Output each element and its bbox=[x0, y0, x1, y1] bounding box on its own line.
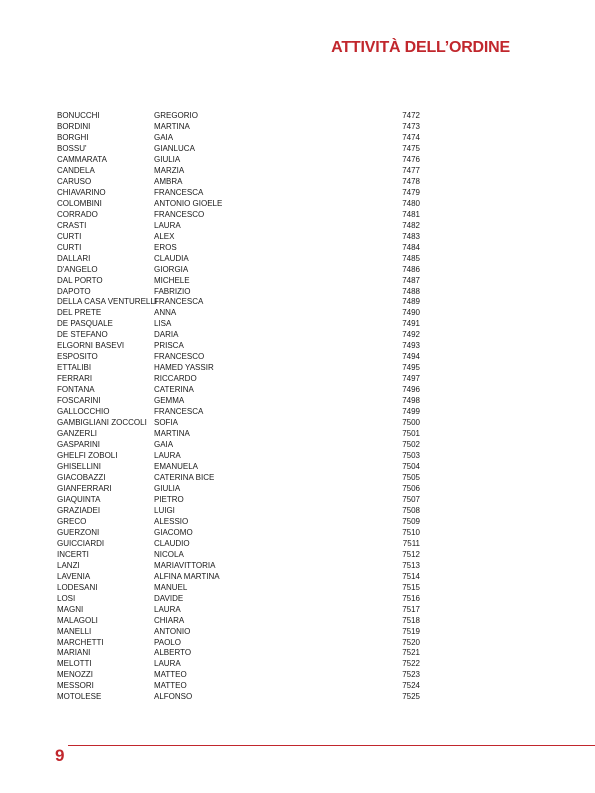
name-cell: RICCARDO bbox=[154, 374, 197, 384]
register-row bbox=[57, 297, 420, 308]
number-cell: 7508 bbox=[402, 505, 420, 515]
number-cell: 7513 bbox=[402, 560, 420, 570]
name-cell: MARTINA bbox=[154, 429, 190, 439]
name-cell: ANTONIO GIOELE bbox=[154, 198, 223, 208]
number-cell: 7517 bbox=[402, 604, 420, 614]
name-cell: ALEX bbox=[154, 231, 175, 241]
name-cell: AMBRA bbox=[154, 176, 183, 186]
surname-cell: DALLARI bbox=[57, 253, 91, 263]
number-cell: 7472 bbox=[402, 111, 420, 120]
register-row bbox=[57, 232, 420, 243]
number-cell: 7499 bbox=[402, 407, 420, 417]
name-cell: GIACOMO bbox=[154, 527, 193, 537]
surname-cell: CURTI bbox=[57, 242, 82, 252]
surname-cell: ELGORNI BASEVI bbox=[57, 341, 125, 351]
name-cell: CHIARA bbox=[154, 615, 185, 625]
number-cell: 7514 bbox=[402, 571, 420, 581]
name-cell: FRANCESCA bbox=[154, 297, 204, 307]
page-number: 9 bbox=[55, 746, 65, 765]
surname-cell: MANELLI bbox=[57, 626, 92, 636]
surname-cell: GASPARINI bbox=[57, 440, 100, 450]
surname-cell: GIACOBAZZI bbox=[57, 472, 106, 482]
surname-cell: D'ANGELO bbox=[57, 264, 98, 274]
name-cell: PRISCA bbox=[154, 341, 184, 351]
register-row bbox=[57, 506, 420, 517]
name-cell: GIULIA bbox=[154, 154, 181, 164]
name-cell: FRANCESCO bbox=[154, 352, 205, 362]
surname-cell: CORRADO bbox=[57, 209, 98, 219]
number-cell: 7476 bbox=[402, 154, 420, 164]
surname-cell: MAGNI bbox=[57, 604, 84, 614]
name-cell: GAIA bbox=[154, 440, 174, 450]
name-cell: CATERINA BICE bbox=[154, 472, 215, 482]
register-row bbox=[57, 681, 420, 692]
number-cell: 7475 bbox=[402, 143, 420, 153]
number-cell: 7516 bbox=[402, 593, 420, 603]
surname-cell: GRECO bbox=[57, 516, 87, 526]
register-row bbox=[57, 484, 420, 495]
surname-cell: GIANFERRARI bbox=[57, 483, 112, 493]
number-cell: 7520 bbox=[402, 637, 420, 647]
name-cell: ALFINA MARTINA bbox=[154, 571, 220, 581]
number-cell: 7523 bbox=[402, 670, 420, 680]
register-row bbox=[57, 407, 420, 418]
surname-cell: INCERTI bbox=[57, 549, 89, 559]
number-cell: 7502 bbox=[402, 440, 420, 450]
surname-cell: DE STEFANO bbox=[57, 330, 108, 340]
surname-cell: LODESANI bbox=[57, 582, 98, 592]
register-row bbox=[57, 440, 420, 451]
surname-cell: LANZI bbox=[57, 560, 80, 570]
register-row bbox=[57, 473, 420, 484]
surname-cell: FONTANA bbox=[57, 385, 95, 395]
surname-cell: FERRARI bbox=[57, 374, 93, 384]
register-row bbox=[57, 166, 420, 177]
register-row bbox=[57, 265, 420, 276]
register-row bbox=[57, 254, 420, 265]
number-cell: 7519 bbox=[402, 626, 420, 636]
surname-cell: ESPOSITO bbox=[57, 352, 98, 362]
number-cell: 7482 bbox=[402, 220, 420, 230]
surname-cell: LAVENIA bbox=[57, 571, 91, 581]
surname-cell: GHISELLINI bbox=[57, 462, 102, 471]
register-row bbox=[57, 495, 420, 506]
register-row bbox=[57, 177, 420, 188]
register-row bbox=[57, 243, 420, 254]
surname-cell: GIAQUINTA bbox=[57, 494, 101, 504]
number-cell: 7525 bbox=[402, 692, 420, 702]
name-cell: CLAUDIA bbox=[154, 253, 189, 263]
register-row bbox=[57, 659, 420, 670]
register-row bbox=[57, 550, 420, 561]
register-row bbox=[57, 352, 420, 363]
number-cell: 7487 bbox=[402, 275, 420, 285]
number-cell: 7486 bbox=[402, 264, 420, 274]
register-row bbox=[57, 374, 420, 385]
number-cell: 7496 bbox=[402, 385, 420, 395]
number-cell: 7488 bbox=[402, 286, 420, 296]
register-row bbox=[57, 539, 420, 550]
register-row bbox=[57, 451, 420, 462]
number-cell: 7518 bbox=[402, 615, 420, 625]
name-cell: ALBERTO bbox=[154, 648, 192, 658]
register-row bbox=[57, 605, 420, 616]
name-cell: ANNA bbox=[154, 308, 177, 318]
number-cell: 7485 bbox=[402, 253, 420, 263]
register-row bbox=[57, 594, 420, 605]
surname-cell: CHIAVARINO bbox=[57, 187, 106, 197]
footer-divider bbox=[68, 745, 595, 746]
number-cell: 7503 bbox=[402, 451, 420, 461]
number-cell: 7509 bbox=[402, 516, 420, 526]
name-cell: LUIGI bbox=[154, 505, 175, 515]
name-cell: LAURA bbox=[154, 659, 181, 669]
name-cell: EMANUELA bbox=[154, 462, 199, 471]
surname-cell: GAMBIGLIANI ZOCCOLI bbox=[57, 418, 147, 428]
register-row bbox=[57, 308, 420, 319]
number-cell: 7521 bbox=[402, 648, 420, 658]
number-cell: 7493 bbox=[402, 341, 420, 351]
number-cell: 7480 bbox=[402, 198, 420, 208]
name-cell: MANUEL bbox=[154, 582, 188, 592]
surname-cell: CANDELA bbox=[57, 165, 95, 175]
register-row bbox=[57, 396, 420, 407]
name-cell: FABRIZIO bbox=[154, 286, 191, 296]
register-row bbox=[57, 528, 420, 539]
surname-cell: CAMMARATA bbox=[57, 154, 107, 164]
surname-cell: DEL PRETE bbox=[57, 308, 102, 318]
name-cell: CLAUDIO bbox=[154, 538, 190, 548]
name-cell: FRANCESCA bbox=[154, 407, 204, 417]
name-cell: ALFONSO bbox=[154, 692, 193, 702]
name-cell: FRANCESCA bbox=[154, 187, 204, 197]
surname-cell: FOSCARINI bbox=[57, 396, 101, 406]
register-row bbox=[57, 517, 420, 528]
name-cell: MICHELE bbox=[154, 275, 190, 285]
register-row bbox=[57, 462, 420, 473]
name-cell: GIORGIA bbox=[154, 264, 189, 274]
number-cell: 7510 bbox=[402, 527, 420, 537]
number-cell: 7500 bbox=[402, 418, 420, 428]
register-row bbox=[57, 287, 420, 298]
surname-cell: MARCHETTI bbox=[57, 637, 104, 647]
register-row bbox=[57, 341, 420, 352]
number-cell: 7479 bbox=[402, 187, 420, 197]
register-row bbox=[57, 627, 420, 638]
register-row bbox=[57, 122, 420, 133]
name-cell: GIANLUCA bbox=[154, 143, 195, 153]
surname-cell: MENOZZI bbox=[57, 670, 93, 680]
surname-cell: CURTI bbox=[57, 231, 82, 241]
number-cell: 7474 bbox=[402, 132, 420, 142]
name-cell: MARIAVITTORIA bbox=[154, 560, 216, 570]
surname-cell: MALAGOLI bbox=[57, 615, 98, 625]
surname-cell: GALLOCCHIO bbox=[57, 407, 110, 417]
number-cell: 7515 bbox=[402, 582, 420, 592]
surname-cell: MARIANI bbox=[57, 648, 91, 658]
register-row bbox=[57, 385, 420, 396]
register-row bbox=[57, 210, 420, 221]
register-row bbox=[57, 561, 420, 572]
register-row bbox=[57, 111, 420, 122]
name-cell: GIULIA bbox=[154, 483, 181, 493]
register-row bbox=[57, 330, 420, 341]
register-list bbox=[57, 111, 420, 703]
surname-cell: GANZERLI bbox=[57, 429, 98, 439]
surname-cell: DAPOTO bbox=[57, 286, 91, 296]
number-cell: 7491 bbox=[402, 319, 420, 329]
register-row bbox=[57, 583, 420, 594]
number-cell: 7489 bbox=[402, 297, 420, 307]
register-row bbox=[57, 155, 420, 166]
number-cell: 7492 bbox=[402, 330, 420, 340]
register-row bbox=[57, 133, 420, 144]
number-cell: 7524 bbox=[402, 681, 420, 691]
register-row bbox=[57, 363, 420, 374]
name-cell: PIETRO bbox=[154, 494, 184, 504]
register-row bbox=[57, 221, 420, 232]
register-row bbox=[57, 572, 420, 583]
name-cell: GREGORIO bbox=[154, 111, 199, 120]
name-cell: DAVIDE bbox=[154, 593, 184, 603]
surname-cell: GUICCIARDI bbox=[57, 538, 105, 548]
register-row bbox=[57, 418, 420, 429]
surname-cell: DE PASQUALE bbox=[57, 319, 113, 329]
register-row bbox=[57, 638, 420, 649]
register-row bbox=[57, 199, 420, 210]
number-cell: 7477 bbox=[402, 165, 420, 175]
number-cell: 7506 bbox=[402, 483, 420, 493]
surname-cell: GUERZONI bbox=[57, 527, 100, 537]
name-cell: GAIA bbox=[154, 132, 174, 142]
number-cell: 7483 bbox=[402, 231, 420, 241]
surname-cell: CARUSO bbox=[57, 176, 92, 186]
surname-cell: MOTOLESE bbox=[57, 692, 102, 702]
surname-cell: BORDINI bbox=[57, 121, 91, 131]
name-cell: MARZIA bbox=[154, 165, 185, 175]
number-cell: 7478 bbox=[402, 176, 420, 186]
register-row bbox=[57, 144, 420, 155]
name-cell: PAOLO bbox=[154, 637, 181, 647]
page-title: ATTIVITÀ DELL’ORDINE bbox=[331, 39, 510, 56]
surname-cell: CRASTI bbox=[57, 220, 87, 230]
surname-cell: ETTALIBI bbox=[57, 363, 92, 373]
surname-cell: GRAZIADEI bbox=[57, 505, 101, 515]
number-cell: 7490 bbox=[402, 308, 420, 318]
surname-cell: DELLA CASA VENTURELLI bbox=[57, 297, 158, 307]
surname-cell: BORGHI bbox=[57, 132, 89, 142]
number-cell: 7512 bbox=[402, 549, 420, 559]
number-cell: 7484 bbox=[402, 242, 420, 252]
name-cell: DARIA bbox=[154, 330, 179, 340]
surname-cell: BONUCCHI bbox=[57, 111, 100, 120]
register-row bbox=[57, 188, 420, 199]
number-cell: 7505 bbox=[402, 472, 420, 482]
register-row bbox=[57, 648, 420, 659]
surname-cell: GHELFI ZOBOLI bbox=[57, 451, 118, 461]
name-cell: ALESSIO bbox=[154, 516, 189, 526]
surname-cell: COLOMBINI bbox=[57, 198, 102, 208]
name-cell: FRANCESCO bbox=[154, 209, 205, 219]
register-row bbox=[57, 692, 420, 703]
name-cell: NICOLA bbox=[154, 549, 184, 559]
name-cell: ANTONIO bbox=[154, 626, 191, 636]
name-cell: LAURA bbox=[154, 604, 181, 614]
name-cell: MATTEO bbox=[154, 681, 187, 691]
register-row bbox=[57, 319, 420, 330]
name-cell: HAMED YASSIR bbox=[154, 363, 214, 373]
name-cell: GEMMA bbox=[154, 396, 185, 406]
register-row bbox=[57, 670, 420, 681]
register-row bbox=[57, 276, 420, 287]
name-cell: LISA bbox=[154, 319, 172, 329]
name-cell: EROS bbox=[154, 242, 177, 252]
surname-cell: MESSORI bbox=[57, 681, 94, 691]
name-cell: CATERINA bbox=[154, 385, 194, 395]
number-cell: 7507 bbox=[402, 494, 420, 504]
name-cell: LAURA bbox=[154, 451, 181, 461]
register-row bbox=[57, 616, 420, 627]
number-cell: 7495 bbox=[402, 363, 420, 373]
number-cell: 7501 bbox=[402, 429, 420, 439]
number-cell: 7494 bbox=[402, 352, 420, 362]
number-cell: 7511 bbox=[402, 538, 420, 548]
name-cell: MATTEO bbox=[154, 670, 187, 680]
number-cell: 7522 bbox=[402, 659, 420, 669]
number-cell: 7497 bbox=[402, 374, 420, 384]
number-cell: 7473 bbox=[402, 121, 420, 131]
surname-cell: DAL PORTO bbox=[57, 275, 103, 285]
surname-cell: BOSSU' bbox=[57, 143, 87, 153]
surname-cell: LOSI bbox=[57, 593, 76, 603]
name-cell: MARTINA bbox=[154, 121, 190, 131]
surname-cell: MELOTTI bbox=[57, 659, 92, 669]
number-cell: 7504 bbox=[402, 462, 420, 471]
name-cell: SOFIA bbox=[154, 418, 179, 428]
number-cell: 7498 bbox=[402, 396, 420, 406]
number-cell: 7481 bbox=[402, 209, 420, 219]
register-row bbox=[57, 429, 420, 440]
name-cell: LAURA bbox=[154, 220, 181, 230]
